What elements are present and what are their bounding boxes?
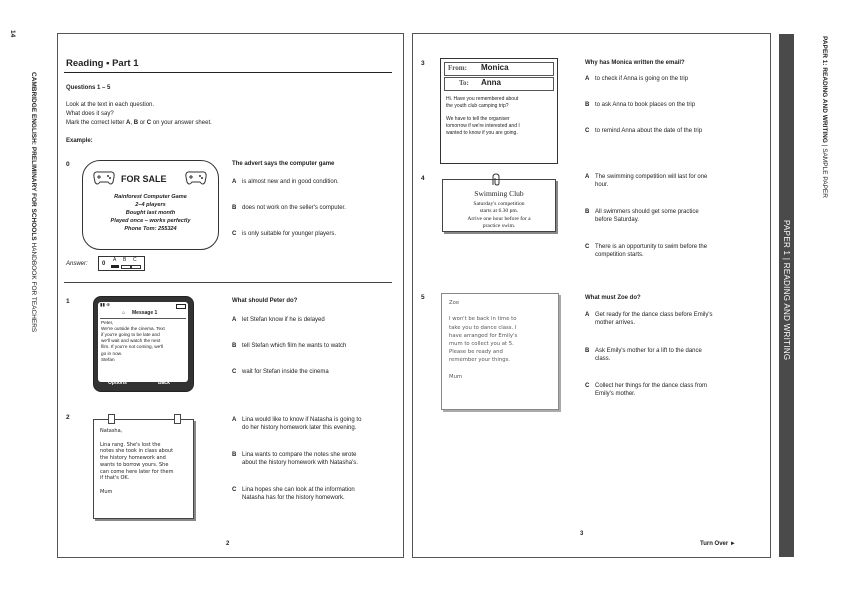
zoe-note-line: take you to dance class. I	[449, 324, 517, 331]
answer-grid	[98, 256, 145, 271]
note-pin-left	[108, 414, 115, 424]
phone-back-key[interactable]: Back	[158, 380, 170, 386]
question-4-option-b	[585, 208, 699, 224]
right-margin-paper-title	[821, 36, 828, 198]
paper-tab-sep: |	[782, 255, 791, 263]
right-page-number: 3	[580, 531, 584, 537]
option-letter: A	[585, 312, 590, 318]
option-text: to check if Anna is going on the trip	[595, 76, 689, 82]
zoe-note-line: Zoe	[449, 300, 460, 306]
mark-letter-a: A	[126, 120, 131, 126]
instruction-line-1: Look at the text in each question.	[66, 102, 155, 108]
signal-icon: ▮▮ ⊕	[100, 302, 110, 307]
question-2-option-a	[232, 416, 361, 432]
for-sale-line: Phone Tom: 255324	[124, 226, 177, 233]
option-letter: A	[585, 76, 590, 82]
answer-letter-a: A	[113, 257, 117, 263]
option-letter: B	[232, 205, 237, 211]
phone-screen	[98, 302, 188, 382]
answer-label: Answer:	[66, 261, 88, 267]
notice-line: starts at 6.30 pm.	[479, 208, 519, 215]
option-text: Lina would like to know if Natasha is going to	[242, 417, 362, 423]
zoe-note-line: Please be ready and	[449, 349, 503, 356]
for-sale-title: FOR SALE	[121, 174, 167, 184]
note-line: notes she took in class about	[100, 448, 174, 455]
question-5-option-b	[585, 347, 702, 363]
mark-suffix: on your answer sheet.	[151, 120, 212, 126]
option-text: Collect her things for the dance class from	[595, 383, 708, 389]
zoe-note	[441, 293, 559, 410]
battery-icon	[176, 304, 186, 309]
example-option-c	[232, 230, 336, 238]
game-controller-icon	[91, 167, 117, 189]
message-line: We're outside the cinema. Text	[101, 326, 165, 332]
option-text: The swimming competition will last for one	[595, 174, 708, 180]
option-letter: C	[585, 383, 590, 389]
option-text: let Stefan know if he is delayed	[242, 317, 325, 323]
note-line: Natasha,	[100, 428, 123, 434]
zoe-note-line: remember your things.	[449, 357, 511, 364]
phone-frame	[93, 296, 194, 392]
email-line: Hi. Have you remembered about	[446, 96, 519, 102]
email-line: wanted to know if you are going.	[446, 129, 518, 136]
turn-over-label: Turn Over ►	[700, 541, 736, 547]
paperclip-icon	[489, 173, 503, 187]
question-5-option-c	[585, 382, 707, 398]
option-letter: B	[232, 343, 237, 349]
question-3-prompt: Why has Monica written the email?	[585, 60, 685, 66]
message-header: Message 1	[132, 310, 158, 316]
mark-letter-c: C	[146, 120, 152, 126]
option-text: mother arrives.	[595, 320, 636, 327]
option-text: Ask Emily's mother for a lift to the dance	[595, 348, 702, 354]
zoe-note-line	[449, 365, 517, 373]
example-question: The advert says the computer game	[232, 161, 335, 167]
question-4-option-a	[585, 173, 707, 189]
email-to-name: Anna	[481, 78, 501, 87]
notice-line: practice swim.	[482, 222, 516, 229]
instruction-line-2: What does it say?	[66, 111, 114, 117]
notice-line: Saturday's competition	[473, 201, 525, 207]
answer-number: 0	[102, 261, 106, 267]
message-line: film. If you're not coming, we'll	[101, 344, 164, 350]
option-text: is only suitable for younger players.	[242, 231, 337, 237]
message-line: if you're going to be late and	[101, 332, 160, 338]
question-3-number: 3	[421, 60, 425, 67]
option-letter: C	[585, 128, 590, 134]
email-line	[446, 110, 520, 117]
example-option-b	[232, 204, 346, 212]
note-line: Mum	[100, 488, 113, 495]
question-2-option-b	[232, 451, 358, 467]
phone-options-key[interactable]: Options	[108, 380, 127, 386]
pinned-note	[93, 419, 194, 519]
option-letter: C	[585, 244, 590, 250]
for-sale-line: 2–4 players	[135, 202, 166, 209]
option-text: does not work on the seller's computer.	[242, 205, 346, 211]
notice-body	[443, 201, 555, 230]
option-text: All swimmers should get some practice	[595, 209, 699, 215]
mark-prefix: Mark the correct letter	[66, 120, 127, 126]
option-letter: C	[232, 487, 237, 493]
option-letter: A	[232, 317, 237, 323]
question-1-option-c	[232, 368, 329, 376]
message-body	[101, 320, 165, 363]
option-letter: B	[585, 209, 590, 215]
message-line: we'll wait and watch the next	[101, 338, 161, 344]
option-text: class.	[595, 356, 611, 363]
answer-bubble-c	[131, 265, 141, 269]
paper-tab-name: READING AND WRITING	[782, 262, 791, 361]
option-letter: B	[585, 102, 590, 108]
heading-rule	[64, 72, 392, 73]
for-sale-line: Played once – works perfectly	[110, 218, 191, 225]
option-text: is almost new and in good condition.	[242, 179, 339, 185]
example-number: 0	[66, 161, 70, 168]
email-from-name: Monica	[481, 63, 509, 72]
option-letter: C	[232, 231, 237, 237]
for-sale-sign	[82, 160, 219, 250]
game-controller-icon-right	[183, 167, 209, 189]
question-4-number: 4	[421, 175, 425, 182]
email-to-label: To:	[459, 79, 469, 87]
note-line: if that's OK.	[100, 475, 130, 482]
answer-letter-b: B	[123, 257, 127, 263]
question-1-number: 1	[66, 298, 70, 305]
answer-bubble-a-filled	[111, 265, 119, 268]
paper-title-bold: PAPER 1: READING AND WRITING	[821, 36, 828, 143]
option-text: to ask Anna to book places on the trip	[595, 102, 696, 108]
zoe-note-line: I won't be back in time to	[449, 316, 517, 323]
example-option-a	[232, 178, 339, 186]
for-sale-lines	[83, 193, 218, 234]
question-3-option-c	[585, 127, 702, 135]
note-text	[100, 428, 173, 496]
email-window	[440, 58, 558, 164]
reading-part-heading: Reading • Part 1	[66, 58, 139, 69]
message-line: Peter,	[101, 320, 114, 325]
question-5-number: 5	[421, 294, 425, 301]
question-1-option-b	[232, 342, 346, 350]
email-from-label: From:	[448, 64, 467, 72]
answer-bubble-b	[121, 265, 131, 269]
option-letter: B	[585, 348, 590, 354]
option-text: before Saturday.	[595, 217, 639, 224]
option-text: There is an opportunity to swim before the	[595, 244, 708, 250]
note-line	[100, 435, 173, 442]
paper-tab-prefix: PAPER 1	[782, 220, 791, 256]
question-4-option-c	[585, 243, 707, 259]
question-5-prompt: What must Zoe do?	[585, 295, 641, 301]
option-text: tell Stefan which film he wants to watch	[242, 343, 347, 349]
handbook-title-rest: HANDBOOK FOR TEACHERS	[30, 240, 37, 333]
note-line	[100, 482, 173, 489]
left-page-number: 2	[226, 541, 230, 547]
email-body	[446, 96, 520, 137]
note-pin-right	[174, 414, 181, 424]
swimming-club-title: Swimming Club	[474, 189, 524, 198]
zoe-note-line: have arranged for Emily's	[449, 332, 518, 339]
message-line: go in now.	[101, 350, 123, 356]
zoe-note-line: Mum	[449, 373, 463, 380]
mark-letter-b: B	[133, 120, 139, 126]
question-1-option-a	[232, 316, 325, 324]
option-letter: C	[232, 369, 237, 375]
option-text: wait for Stefan inside the cinema	[242, 369, 329, 375]
zoe-note-text	[449, 299, 517, 381]
question-2-option-c	[232, 486, 355, 502]
zoe-note-line: mum to collect you at 5.	[449, 341, 514, 348]
option-text: Lina hopes she can look at the information	[242, 487, 355, 493]
questions-range: Questions 1 – 5	[66, 85, 111, 91]
option-text: Get ready for the dance class before Emily's	[595, 312, 713, 318]
answer-letter-c: C	[133, 257, 137, 263]
message-header-rule	[100, 318, 186, 319]
question-3-option-b	[585, 101, 695, 109]
zoe-note-line	[449, 307, 517, 315]
swimming-notice	[442, 179, 556, 232]
option-letter: A	[232, 179, 237, 185]
paper-title-rest: SAMPLE PAPER	[821, 148, 828, 198]
note-line: Lina rang. She's lost the	[100, 441, 161, 448]
email-line: We have to tell the organiser	[446, 116, 510, 123]
option-text: competition starts.	[595, 252, 644, 259]
handbook-title-bold: CAMBRIDGE ENGLISH: PRELIMINARY FOR SCHOOLS	[30, 72, 37, 241]
email-to-field	[444, 77, 554, 91]
option-letter: A	[585, 174, 590, 180]
option-text: Natasha has for the history homework.	[242, 495, 345, 502]
paper-title-sep: |	[821, 142, 828, 149]
example-label: Example:	[66, 138, 93, 144]
paper-tab-label	[782, 220, 791, 360]
question-1-prompt: What should Peter do?	[232, 298, 298, 304]
envelope-icon: ⌂	[122, 310, 126, 316]
for-sale-line: Rainforest Computer Game	[114, 194, 187, 200]
email-line: the youth club camping trip?	[446, 102, 509, 109]
instruction-line-3	[66, 119, 212, 127]
mark-or: or	[138, 120, 147, 126]
note-line: can come here later for them	[100, 468, 174, 475]
email-line: tomorrow if we're interested and I	[446, 123, 520, 129]
left-margin-page-number: 14	[9, 30, 16, 38]
option-text: about the history homework with Natasha's.	[242, 460, 358, 467]
option-text: do her history homework later this evening.	[242, 425, 357, 432]
option-text: to remind Anna about the date of the trip	[595, 128, 703, 134]
for-sale-line: Bought last month	[125, 210, 176, 217]
notice-line: Arrive one hour before for a	[467, 215, 531, 222]
mark-comma: ,	[130, 120, 134, 126]
question-3-option-a	[585, 75, 688, 83]
email-from-field	[444, 62, 554, 76]
option-letter: A	[232, 417, 237, 423]
option-text: hour.	[595, 182, 609, 189]
note-line: wants to borrow yours. She	[100, 461, 169, 468]
left-margin-handbook-title	[30, 72, 37, 332]
question-5-option-a	[585, 311, 713, 327]
option-letter: B	[232, 452, 237, 458]
question-2-number: 2	[66, 414, 70, 421]
option-text: Lina wants to compare the notes she wrote	[242, 452, 357, 458]
example-divider	[64, 282, 392, 283]
option-text: Emily's mother.	[595, 391, 636, 398]
message-line: Stefan	[101, 356, 115, 362]
note-line: the history homework and	[100, 455, 166, 461]
